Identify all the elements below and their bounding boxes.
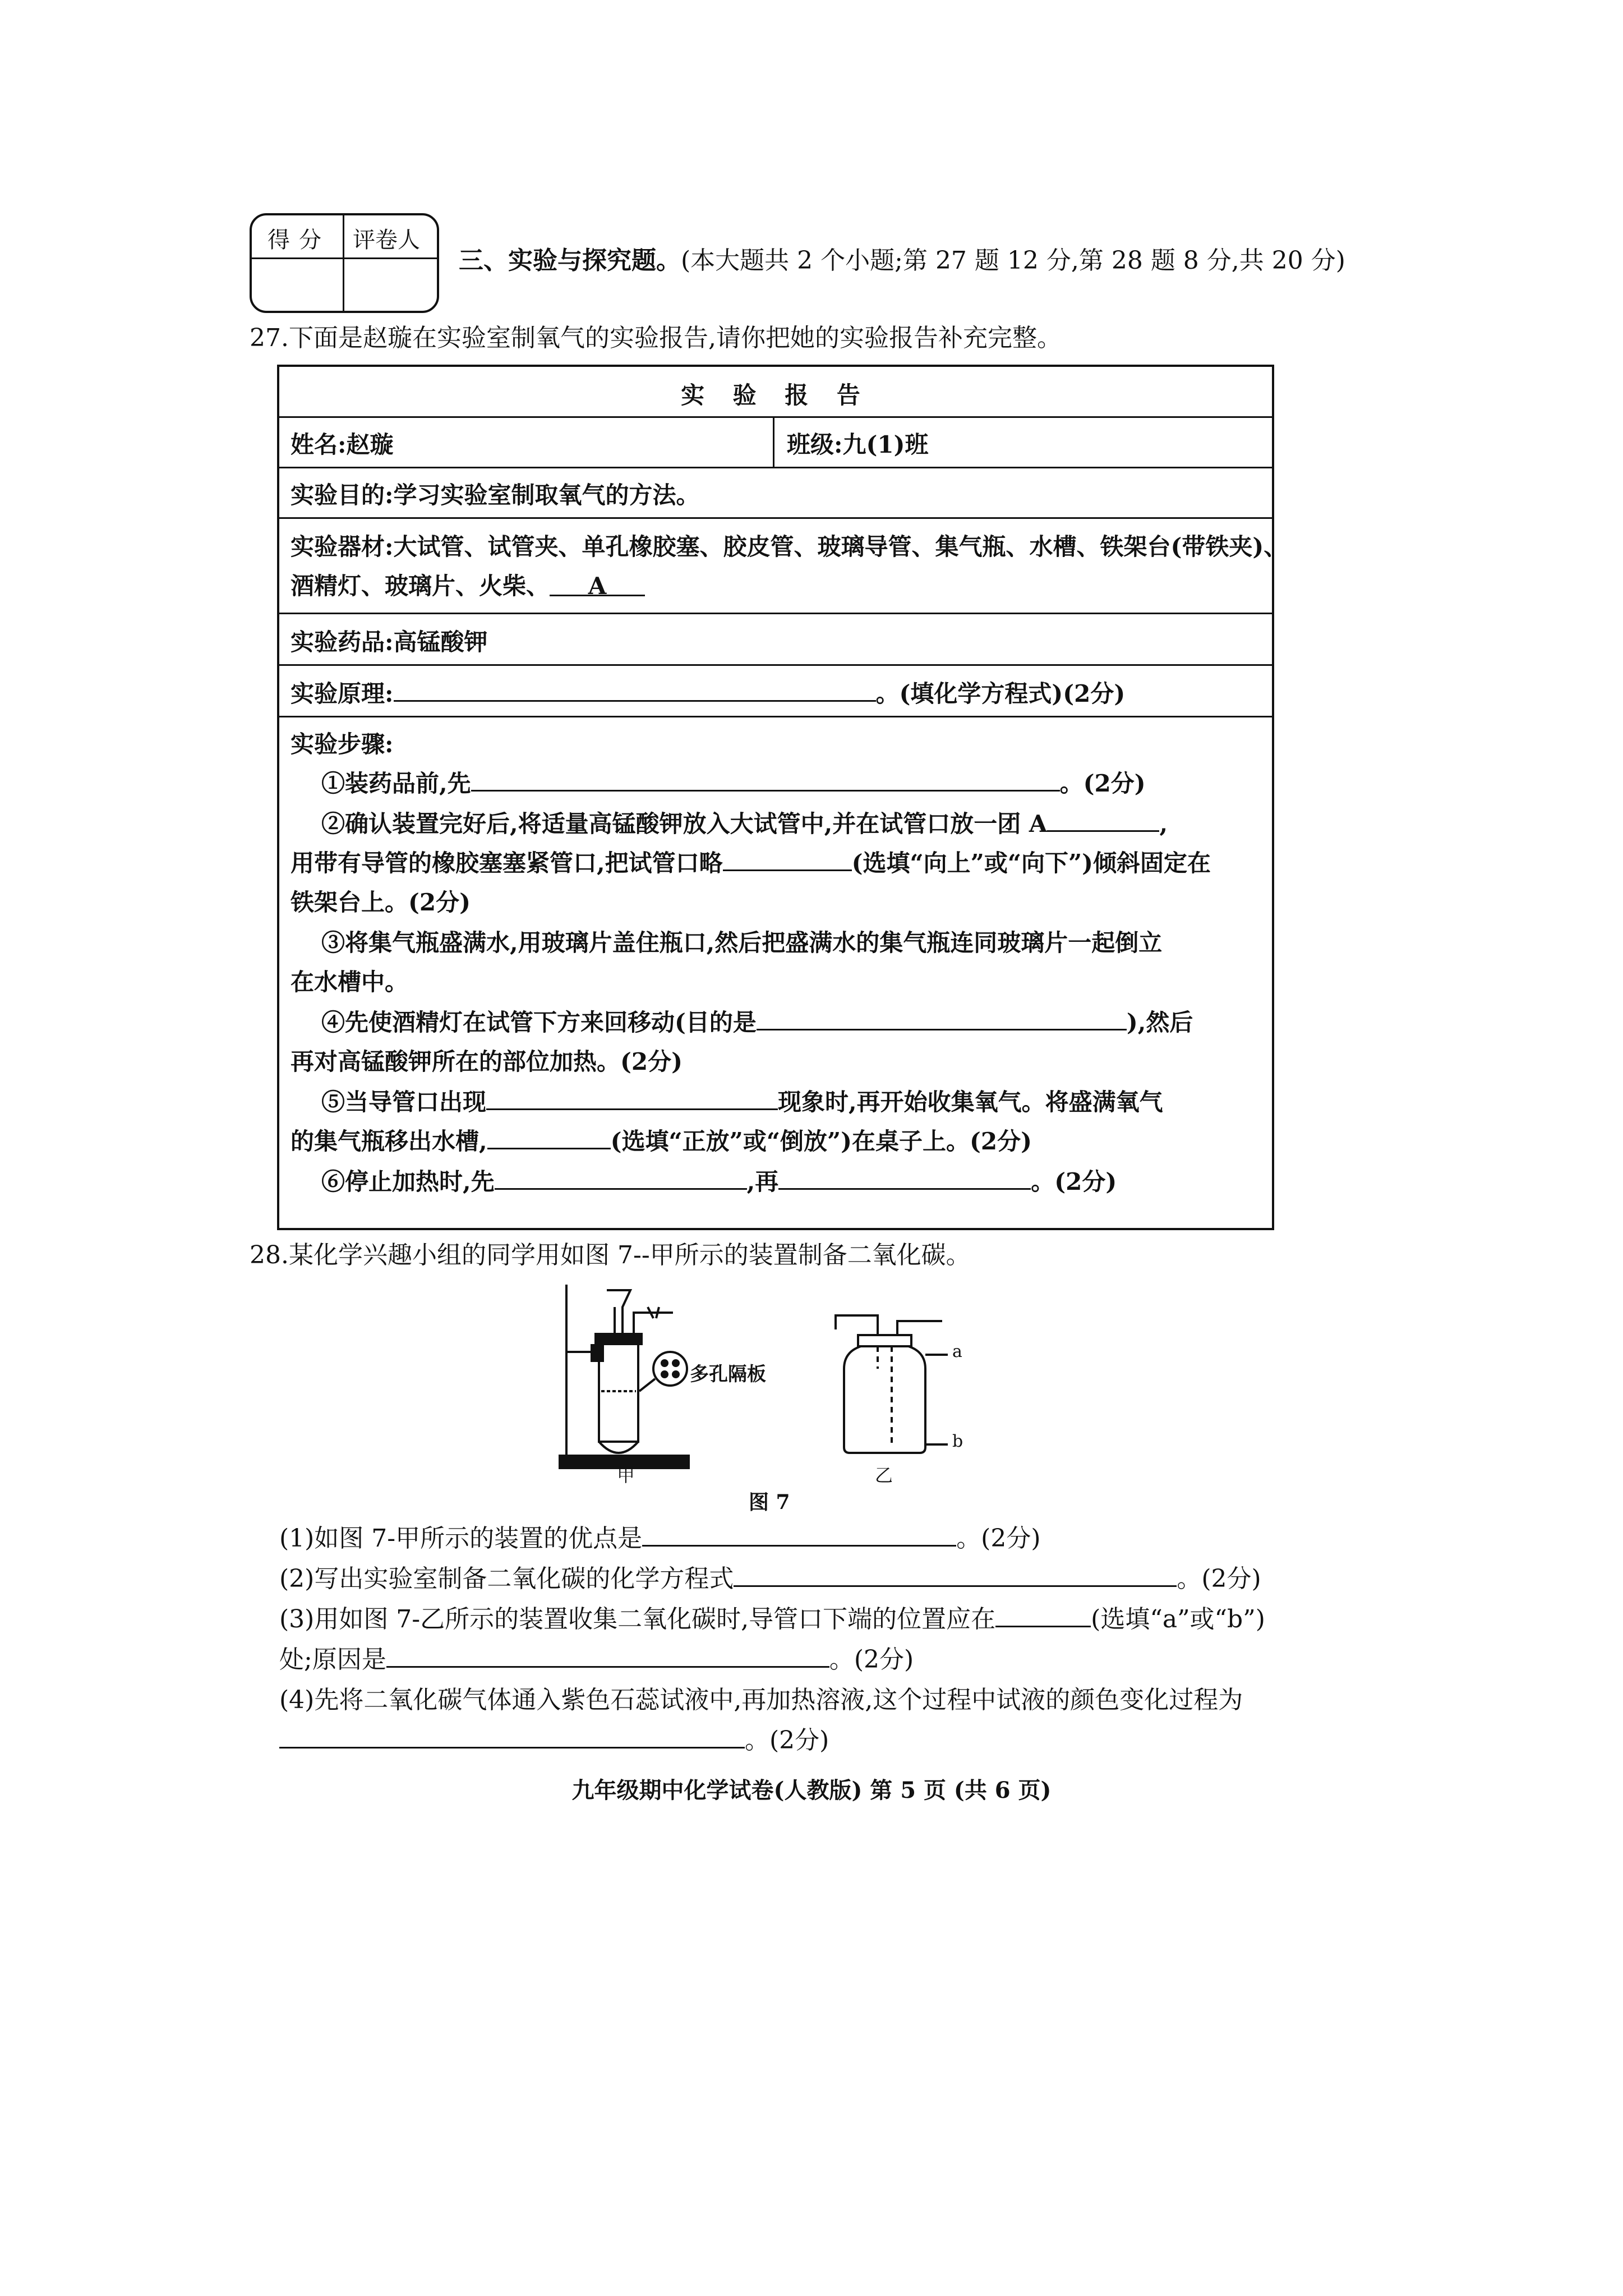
- q28-part3-line1: (3)用如图 7-乙所示的装置收集二氧化碳时,导管口下端的位置应在 (选填“a”或“b”): [279, 1601, 1265, 1638]
- step-2-line2: 用带有导管的橡胶塞塞紧管口,把试管口略 (选填“向上”或“向下”)倾斜固定在: [291, 845, 1211, 878]
- step1-blank[interactable]: [471, 767, 1060, 792]
- report-equipment-line2: 酒精灯、玻璃片、火柴、 A: [291, 568, 645, 601]
- grader-label: 评卷人: [353, 227, 420, 253]
- step-4-line2: 再对高锰酸钾所在的部位加热。(2分): [291, 1048, 683, 1075]
- report-purpose: 实验目的:学习实验室制取氧气的方法。: [291, 481, 700, 509]
- step-6: ⑥停止加热时,先 ,再 。(2分): [321, 1163, 1117, 1197]
- score-box: [250, 213, 439, 313]
- step6-blank-first[interactable]: [495, 1166, 747, 1190]
- step-2-line1: ②确认装置完好后,将适量高锰酸钾放入大试管中,并在试管口放一团 A ,: [321, 806, 1168, 839]
- step-1: ①装药品前,先 。(2分): [321, 765, 1146, 799]
- report-name: 姓名:赵璇: [291, 431, 394, 458]
- step2-blank-direction[interactable]: [723, 847, 852, 871]
- q28-part4-line2: 。(2分): [279, 1722, 829, 1759]
- step-5-line2: 的集气瓶移出水槽, (选填“正放”或“倒放”)在桌子上。(2分): [291, 1123, 1032, 1157]
- section-note: (本大题共 2 个小题;第 27 题 12 分,第 28 题 8 分,共 20 分): [681, 246, 1345, 275]
- report-reagent: 实验药品:高锰酸钾: [291, 628, 488, 656]
- report-principle: 实验原理: 。(填化学方程式)(2分): [291, 675, 1125, 709]
- q28-p3-blank-position[interactable]: [995, 1603, 1091, 1627]
- step2-blank-a[interactable]: [1047, 808, 1159, 832]
- q28-p3-blank-reason[interactable]: [386, 1644, 829, 1668]
- label-b: b: [952, 1432, 963, 1451]
- report-table: [277, 365, 1288, 1230]
- apparatus-diagram: [555, 1273, 1015, 1487]
- page-footer: 九年级期中化学试卷(人教版) 第 5 页 (共 6 页): [571, 1777, 1052, 1803]
- porous-plate-label: 多孔隔板: [690, 1363, 766, 1386]
- q28-p1-blank[interactable]: [642, 1522, 956, 1547]
- principle-blank[interactable]: [394, 678, 876, 702]
- section-title: 三、实验与探究题。: [459, 246, 681, 275]
- q28-part2: (2)写出实验室制备二氧化碳的化学方程式 。(2分): [279, 1561, 1261, 1598]
- score-label: 得分: [268, 227, 330, 253]
- step6-blank-then[interactable]: [778, 1166, 1031, 1190]
- step-4-line1: ④先使酒精灯在试管下方来回移动(目的是 ),然后: [321, 1004, 1193, 1038]
- step-3-line2: 在水槽中。: [291, 968, 409, 996]
- figure-caption: 图 7: [749, 1490, 790, 1514]
- report-title: 实 验 报 告: [681, 381, 870, 409]
- q28-part3-line2: 处;原因是 。(2分): [279, 1641, 914, 1678]
- label-jia: 甲: [617, 1465, 635, 1486]
- q28-part4-line1: (4)先将二氧化碳气体通入紫色石蕊试液中,再加热溶液,这个过程中试液的颜色变化过程为: [279, 1686, 1243, 1714]
- label-a: a: [952, 1342, 962, 1361]
- step-3-line1: ③将集气瓶盛满水,用玻璃片盖住瓶口,然后把盛满水的集气瓶连同玻璃片一起倒立: [321, 929, 1163, 956]
- step-5-line1: ⑤当导管口出现 现象时,再开始收集氧气。将盛满氧气: [321, 1084, 1163, 1117]
- step4-blank[interactable]: [757, 1006, 1127, 1030]
- q28-p4-blank[interactable]: [279, 1724, 745, 1749]
- step5-blank-placement[interactable]: [487, 1125, 611, 1149]
- q28-p2-blank[interactable]: [734, 1563, 1177, 1587]
- step5-blank-phenomenon[interactable]: [486, 1086, 778, 1110]
- q28-intro: 28.某化学兴趣小组的同学用如图 7--甲所示的装置制备二氧化碳。: [250, 1241, 971, 1269]
- label-yi: 乙: [875, 1465, 893, 1486]
- report-class: 班级:九(1)班: [787, 431, 929, 458]
- equipment-blank[interactable]: A: [550, 572, 645, 596]
- section-header: [459, 242, 1345, 279]
- q28-part1: (1)如图 7-甲所示的装置的优点是 。(2分): [279, 1520, 1041, 1557]
- step-2-line3: 铁架台上。(2分): [291, 889, 471, 916]
- report-equipment-line1: 实验器材:大试管、试管夹、单孔橡胶塞、胶皮管、玻璃导管、集气瓶、水槽、铁架台(带铁夹)、: [291, 533, 1288, 560]
- steps-label: 实验步骤:: [291, 730, 394, 758]
- figure-7: [555, 1273, 1015, 1487]
- q27-intro: 27.下面是赵璇在实验室制氧气的实验报告,请你把她的实验报告补充完整。: [250, 324, 1062, 352]
